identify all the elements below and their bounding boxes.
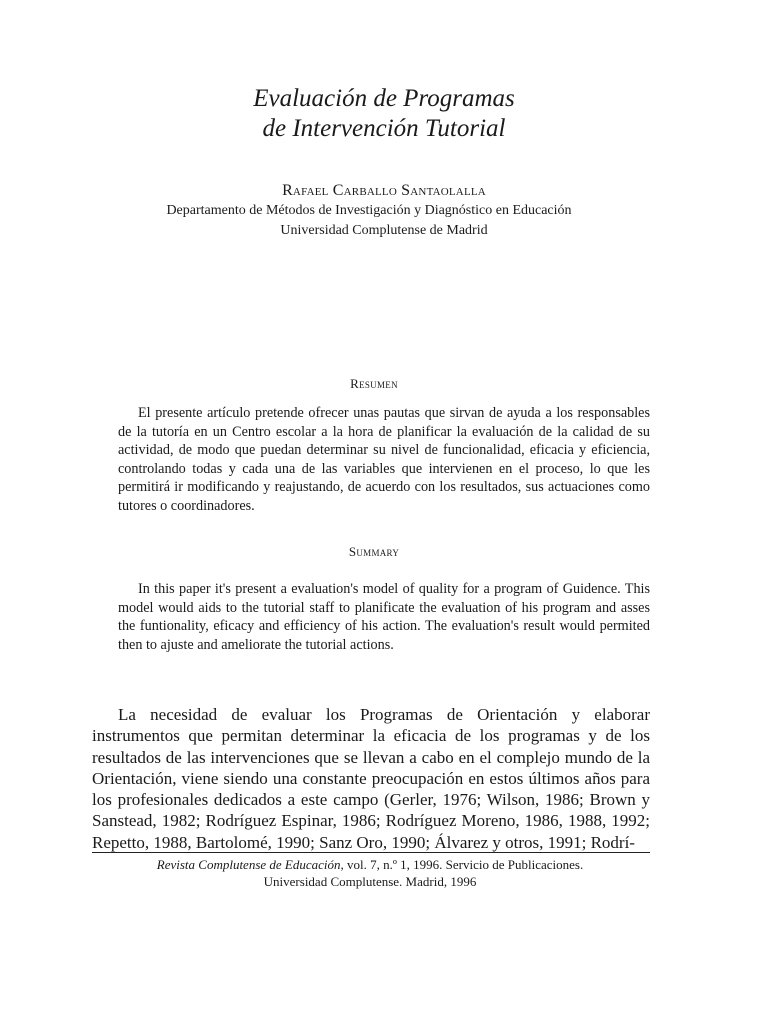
footer-citation-line-2: Universidad Complutense. Madrid, 1996 — [263, 874, 477, 889]
resumen-text: El presente artículo pretende ofrecer unas pautas que sirvan de ayuda a los responsables de la tutoría en un Centro escolar a la hora de planificar la evaluación de la calidad de su actividad, de modo que puedan determinar su nivel de funcionalidad, eficacia y eficiencia, controlando todas y cada una de las variables que intervienen en el proceso, lo que les permitirá ir modificando y reajustando, de acuerdo con los resultados, sus actuaciones como tutores o coordinadores. — [118, 405, 650, 514]
author-university: Universidad Complutense de Madrid — [280, 223, 488, 238]
title-line-2: de Intervención Tutorial — [262, 115, 506, 142]
author-department: Departamento de Métodos de Investigación y Diagnóstico en Educación — [166, 203, 572, 218]
footnote-divider — [92, 852, 650, 853]
title-line-1: Evaluación de Programas — [253, 85, 515, 112]
footer-citation: vol. 7, n.º 1, 1996. Servicio de Publicaciones. — [343, 857, 584, 872]
summary-heading: Summary — [348, 544, 400, 559]
author-name: Rafael Carballo Santaolalla — [282, 182, 486, 199]
resumen-heading: Resumen — [350, 376, 398, 391]
summary-text: In this paper it's present a evaluation's model of quality for a program of Guidence. This model would aids to the tutorial staff to planificate the evaluation of his program and asses the funtionality, eficacy and efficiency of his action. The evaluation's result would permited then to ajuste and ameliorate the tutorial actions. — [118, 581, 650, 653]
article-title — [0, 84, 768, 144]
footer-citation-line-1 — [0, 856, 740, 873]
body-paragraph: La necesidad de evaluar los Programas de Orientación y elaborar instrumentos que permitan determinar la eficacia de los programas y de los resultados de las intervenciones que se llevan a cabo en el complejo mundo de la Orientación, viene siendo una constante preocupación en estos últimos años para los profesionales dedicados a este campo (Gerler, 1976; Wilson, 1986; Brown y Sanstead, 1982; Rodríguez Espinar, 1986; Rodríguez Moreno, 1986, 1988, 1992; Repetto, 1988, Bartolomé, 1990; Sanz Oro, 1990; Álvarez y otros, 1991; Rodrí- — [92, 705, 650, 852]
footer-journal-name: Revista Complutense de Educación, — [156, 857, 344, 872]
